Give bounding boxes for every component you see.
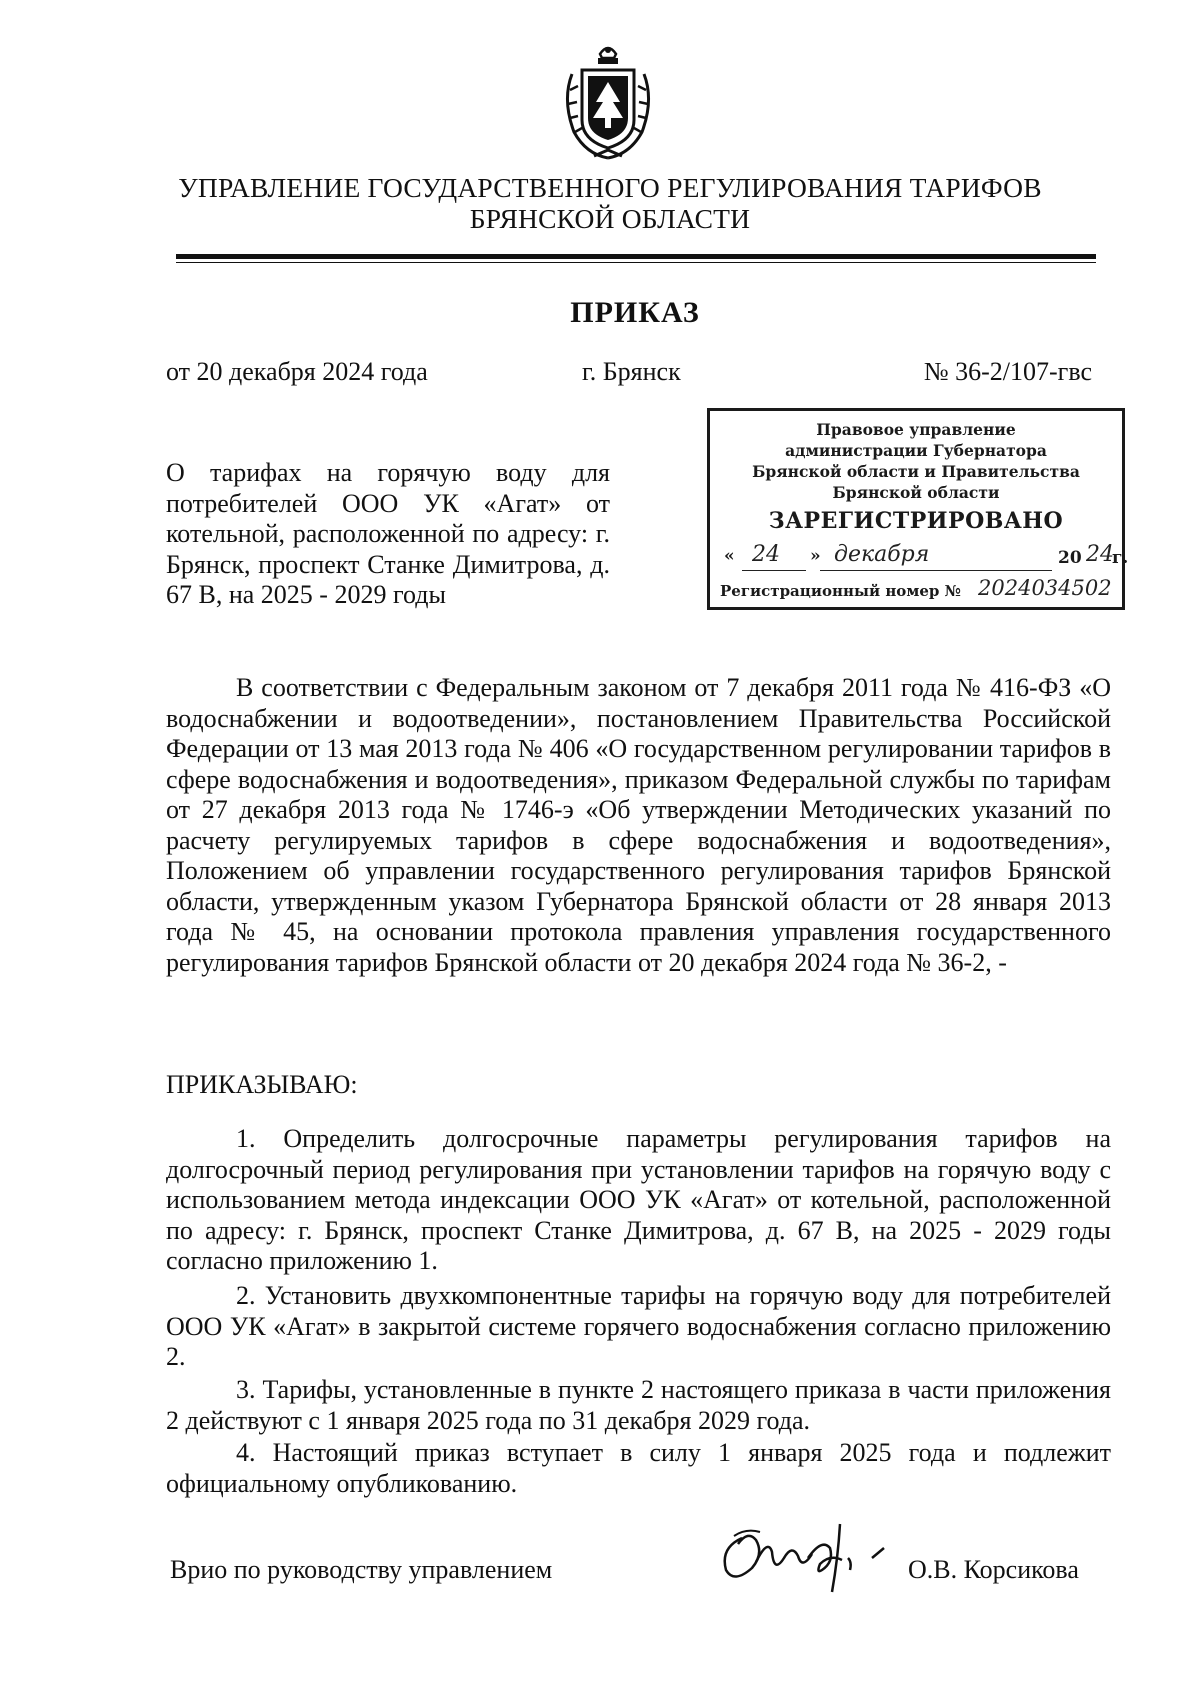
document-type: ПРИКАЗ xyxy=(570,296,700,329)
stamp-reg-number-row xyxy=(720,576,1122,607)
header-rule-thin xyxy=(176,262,1096,263)
order-item-1: 1. Определить долгосрочные параметры регулирования тарифов на долгосрочный период регулирования при установлении тарифов на горячую воду с использованием метода индексации ООО УК «Агат» от котельной, расположенной по адресу: г. Брянск, проспект Станке Димитрова, д. 67 В, на 2025 - 2029 годы согласно приложению 1. xyxy=(166,1124,1111,1275)
order-item-3: 3. Тарифы, установленные в пункте 2 настоящего приказа в части приложения 2 действуют с 1 января 2025 года по 31 декабря 2029 года. xyxy=(166,1375,1111,1435)
stamp-reg-number-label: Регистрационный номер № xyxy=(720,582,961,600)
stamp-line-1: Правовое управление xyxy=(816,420,1016,439)
stamp-registered: ЗАРЕГИСТРИРОВАНО xyxy=(768,508,1064,534)
bryansk-oblast-coat-of-arms-icon xyxy=(560,40,656,162)
stamp-day: 24 xyxy=(752,542,780,567)
order-item-2: 2. Установить двухкомпонентные тарифы на горячую воду для потребителей ООО УК «Агат» в закрытой системе горячего водоснабжения согласно приложению 2. xyxy=(166,1281,1111,1371)
registration-stamp xyxy=(707,408,1129,610)
document-date: от 20 декабря 2024 года xyxy=(166,357,428,386)
document-subject: О тарифах на горячую воду для потребителей ООО УК «Агат» от котельной, расположенной по адресу: г. Брянск, проспект Станке Димитрова, д. 67 В, на 2025 - 2029 годы xyxy=(166,458,610,609)
order-item-4: 4. Настоящий приказ вступает в силу 1 января 2025 года и подлежит официальному опубликованию. xyxy=(166,1438,1111,1498)
stamp-month: декабря xyxy=(834,542,930,567)
header-rule-thick xyxy=(176,254,1096,259)
organization-title-line2: БРЯНСКОЙ ОБЛАСТИ xyxy=(469,203,751,234)
order-word: ПРИКАЗЫВАЮ: xyxy=(166,1070,358,1099)
document-city: г. Брянск xyxy=(582,357,681,386)
stamp-line-4: Брянской области xyxy=(832,483,1000,502)
document-number: № 36-2/107-гвс xyxy=(923,357,1092,386)
signatory-position: Врио по руководству управлением xyxy=(170,1555,553,1584)
stamp-line-2: администрации Губернатора xyxy=(785,441,1047,460)
stamp-line-3: Брянской области и Правительства xyxy=(752,462,1080,481)
organization-title xyxy=(150,172,1070,234)
stamp-year-prefix: 20 xyxy=(1058,548,1082,568)
signer-name: О.В. Корсикова xyxy=(908,1555,1079,1584)
stamp-year-unit: г. xyxy=(1112,548,1129,568)
organization-title-line1: УПРАВЛЕНИЕ ГОСУДАРСТВЕННОГО РЕГУЛИРОВАНИЯ ТАРИФОВ xyxy=(178,172,1042,203)
handwritten-signature xyxy=(712,1518,902,1598)
preamble-paragraph: В соответствии с Федеральным законом от 7 декабря 2011 года № 416-ФЗ «О водоснабжении и водоотведении», постановлением Правительства Российской Федерации от 13 мая 2013 года № 406 «О государственном регулировании тарифов в сфере водоснабжения и водоотведения», приказом Федеральной службы по тарифам от 27 декабря 2013 года № 1746-э «Об утверждении Методических указаний по расчету регулируемых тарифов в сфере водоснабжения и водоотведения», Положением об управлении государственного регулирования тарифов Брянской области, утвержденным указом Губернатора Брянской области от 28 января 2013 года № 45, на основании протокола правления управления государственного регулирования тарифов Брянской области от 20 декабря 2024 года № 36-2, - xyxy=(166,673,1111,977)
stamp-reg-number-value: 2024034502 xyxy=(978,576,1112,600)
stamp-date-row: « 24 » декабря 20 24 г. xyxy=(724,542,1114,576)
stamp-year-suffix: 24 xyxy=(1086,542,1114,567)
